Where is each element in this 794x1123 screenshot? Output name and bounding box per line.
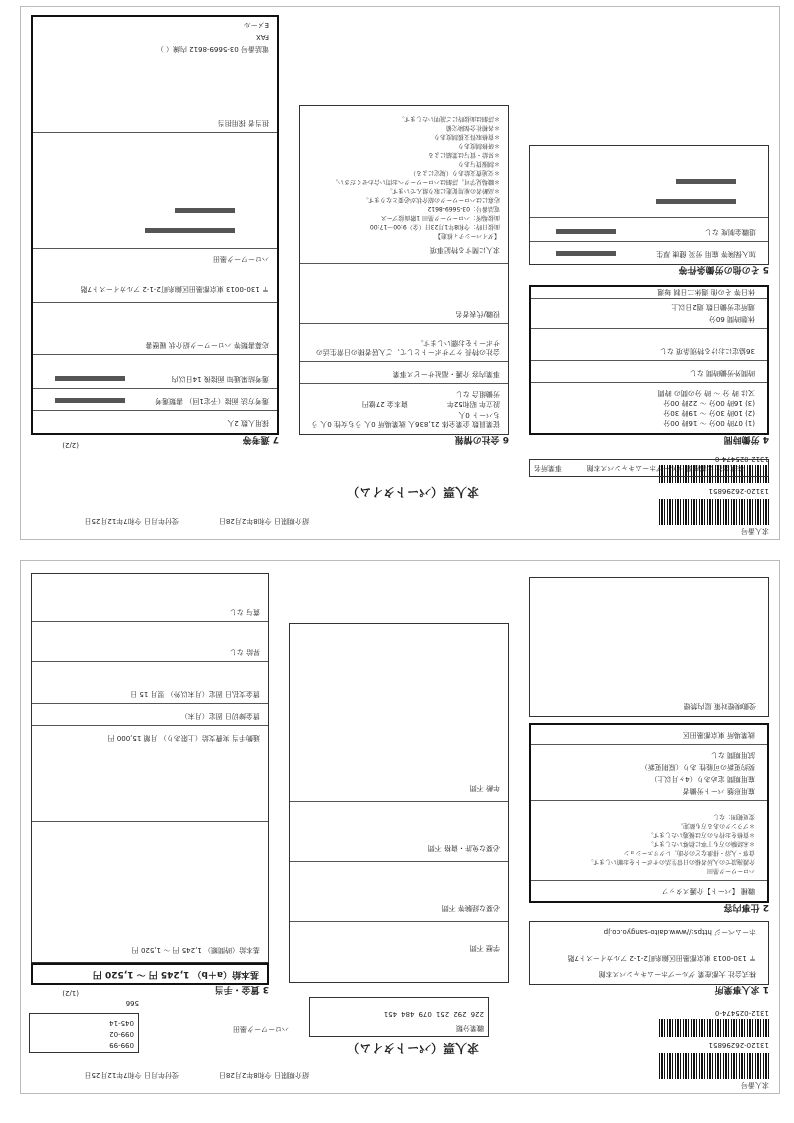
- representative-label: 役職/代表者名: [455, 310, 500, 318]
- requirements-box: [289, 623, 509, 983]
- break-time: 休憩時間 60分: [708, 315, 755, 323]
- notes-title: 求人に関する特記事項: [430, 246, 500, 254]
- occ-code-2: 099-02: [109, 1030, 134, 1038]
- smoking-policy: 受動喫煙対策 屋内禁煙: [683, 702, 756, 710]
- fax: FAX: [256, 33, 269, 41]
- selection-method: 選考方法 面接（予定1回） 書類選考: [155, 397, 269, 405]
- page-number: (1/2): [62, 989, 79, 997]
- features: 会社の特長 ケアサポートとして、ご入居者様の日常生活のサポートをお願いします。: [315, 339, 500, 356]
- divider: [531, 880, 767, 881]
- divider: [531, 800, 767, 801]
- age: 年齢 不問: [469, 784, 500, 792]
- company-info-box: [299, 105, 509, 435]
- employees: 従業員数 企業全体 21,836人 就業場所 0人 うち女性 0人 うちパート 0人: [311, 411, 500, 428]
- page-1-content: [21, 561, 779, 1093]
- office-box: [529, 921, 769, 985]
- stats-label: 職業分類: [456, 1024, 484, 1032]
- job-offer-page-2: [20, 6, 780, 540]
- renewal: 契約更新の可能性 あり（原則更新）: [640, 763, 755, 771]
- divider: [531, 744, 767, 745]
- hw-name: ハローワーク墨田: [213, 255, 269, 263]
- stats-box: [309, 997, 489, 1037]
- redaction: [55, 398, 125, 403]
- barcode-small: [659, 1019, 769, 1037]
- hw-name: ハローワーク墨田: [233, 1025, 289, 1033]
- divider: [33, 410, 277, 411]
- divider: [530, 241, 768, 242]
- barcode: [659, 1053, 769, 1079]
- redaction: [145, 228, 235, 233]
- divider: [290, 801, 508, 802]
- stat-1: 226: [470, 1010, 484, 1018]
- section-7-title: 7 選考等: [242, 434, 279, 444]
- commute-allowance: 通勤手当 実費支給（上限あり） 月額 15,000 円: [107, 734, 260, 742]
- work-hours-4: 又は 時 分 〜 時 分の間の 時間: [657, 389, 755, 397]
- contact-dept: 担当者 採用担当: [217, 119, 269, 127]
- mail-address: 〒 130-0013 東京都墨田区錦糸町2-1-2 アルカイースト7階: [80, 285, 269, 293]
- divider: [531, 298, 767, 299]
- education: 学歴 不問: [469, 944, 500, 952]
- office-name: 株式会社 大都産業 グループホームキャンパス本館: [598, 970, 756, 978]
- expire-date: 紹介期限日 令和8年2月28日: [218, 1071, 309, 1079]
- section-4-title: 4 労働時間: [723, 434, 769, 444]
- stat-2: 292: [453, 1010, 467, 1018]
- offer-code: 1312-025474-0: [714, 1009, 769, 1017]
- tel: 電話番号 03-5669-8612 内線（ ）: [156, 45, 269, 53]
- section-6-title: 6 会社の情報: [454, 434, 509, 444]
- wage-base: 基本給（時間額） 1,245 円 〜 1,520 円: [131, 946, 260, 954]
- industry-code: 566: [125, 999, 139, 1007]
- page-2-content: [21, 7, 779, 539]
- divider: [33, 132, 277, 133]
- business: 事業内容 介護・福祉サービス事業: [392, 370, 500, 378]
- office-address: 〒 130-0013 東京都墨田区錦糸町2-1-2 アルカイースト7階: [567, 954, 756, 962]
- divider: [32, 661, 268, 662]
- employment-term: 雇用期間 定めあり（4ヶ月以上）: [650, 775, 755, 783]
- weekly-days: 週所定労働日数 週2日以上: [671, 303, 755, 311]
- accept-date: 受付年月日 令和7年12月25日: [84, 517, 179, 525]
- email: Eメール: [243, 21, 269, 29]
- union: 労働組合 なし: [455, 390, 500, 398]
- workplace-box: [529, 577, 769, 717]
- experience: 必要な経験等 不問: [441, 904, 500, 912]
- insurance: 加入保険等 雇用 労災 健康 厚生: [656, 250, 756, 258]
- office-name-box: [529, 459, 769, 477]
- wage-box: [31, 573, 269, 963]
- divider: [300, 361, 508, 362]
- job-box: [529, 723, 769, 903]
- notes-text: 【ダイバーシティ推進】 面接日時：令和8年1月23日（金）9:00〜17:00 面接場所：ハローワーク墨田 1階面接ブース 電話番号：03-5669-8612 応募にはハローワークの紹介状が必要となります。 ＊高齢者の雇用促進に取り組んでいます。 ＊職場見学可。詳細はハローワークへお問い合わせください。 ＊交通費支給あり（規定による） ＊制服貸与あり ＊昇給・賞与は業績による ＊研修制度あり ＊資格取得支援制度あり ＊各種社会保険完備 ＊詳細は面接時にご説明いたします。: [331, 115, 500, 239]
- barcode: [659, 499, 769, 525]
- stat-5: 484: [401, 1010, 415, 1018]
- occ-code-1: 099-99: [109, 1041, 134, 1049]
- divider: [32, 703, 268, 704]
- work-hours-2: (2) 10時 30分 〜 19時 30分: [663, 409, 755, 417]
- section-2-title: 2 仕事内容: [723, 902, 769, 912]
- job-number: 13120-26296851: [708, 1041, 769, 1049]
- occ-code-3: 045-14: [109, 1019, 134, 1027]
- divider: [32, 821, 268, 822]
- form-title: 求人票（パートタイム）: [347, 485, 479, 499]
- license: 必要な免許・資格 不問: [427, 844, 500, 852]
- section-1-title: 1 求人事業所: [714, 984, 769, 994]
- redaction: [556, 229, 616, 234]
- trial-period: 試用期間 なし: [710, 751, 755, 759]
- occ-code-box: [29, 1013, 139, 1053]
- overtime: 時間外労働時間 なし: [689, 369, 755, 377]
- holiday: 休日等 その他 週休二日制 毎週: [657, 288, 755, 296]
- redaction: [175, 208, 235, 213]
- employment-type: 雇用形態 パート労働者: [682, 787, 755, 795]
- divider: [290, 921, 508, 922]
- job-offer-page-1: [20, 560, 780, 1094]
- stat-6: 451: [383, 1010, 398, 1018]
- documents: 応募書類等 ハローワーク紹介状 履歴書: [145, 341, 269, 349]
- divider: [300, 383, 508, 384]
- page-number: (2/2): [62, 441, 79, 449]
- divider: [530, 217, 768, 218]
- job-description: ハローワーク墨田 介護施設での入居者様の日常生活のサポートをお願いします。 食事・入浴・排泄などの介助、レクリエーション ＊未経験の方も丁寧に指導いたします。 ＊資格をお持ちの方は優遇いたします。 ＊ブランクのある方も歓迎。 変更範囲：なし: [587, 813, 755, 874]
- divider: [531, 360, 767, 361]
- raise: 昇給 なし: [229, 648, 260, 656]
- office-name: 株式会社 大都産業 グループホームキャンパス本館: [586, 464, 744, 472]
- stat-4: 079: [418, 1010, 432, 1018]
- conditions-box: [529, 145, 769, 265]
- capital: 資本金 27億円: [361, 400, 408, 408]
- job-number-block: [708, 1009, 769, 1089]
- divider: [33, 388, 277, 389]
- result-notice: 選考結果通知 面接後 14日以内: [171, 375, 269, 383]
- form-title: 求人票（パートタイム）: [347, 1041, 479, 1055]
- work-hours-3: (3) 16時 00分 〜 22時 00分: [663, 399, 755, 407]
- job-number: 13120-26296851: [708, 487, 769, 495]
- work-hours-1: (1) 07時 00分 〜 16時 00分: [663, 419, 755, 427]
- redaction: [556, 251, 616, 256]
- stats-row: [384, 1009, 484, 1018]
- founded: 設立年 昭和52年: [446, 400, 500, 408]
- redaction: [656, 199, 736, 204]
- selection-box: [31, 15, 279, 435]
- wage-total: 基本給（a＋b） 1,245 円 〜 1,520 円: [92, 969, 259, 979]
- payday: 賃金支払日 固定（月末以外） 翌月 15 日: [130, 690, 260, 698]
- job-title: 職種 【パート】介護スタッフ: [661, 887, 755, 895]
- divider: [531, 382, 767, 383]
- bonus: 賞与 なし: [229, 608, 260, 616]
- closing-day: 賃金締切日 固定（月末）: [180, 712, 260, 720]
- office-name-label: 事業所名: [534, 464, 562, 472]
- redaction: [55, 376, 125, 381]
- wage-total-box: [31, 963, 269, 985]
- divider: [290, 861, 508, 862]
- divider: [33, 302, 277, 303]
- stat-3: 251: [435, 1010, 450, 1018]
- workplace: 就業場所 東京都墨田区: [682, 731, 755, 739]
- divider: [300, 263, 508, 264]
- accept-date: 受付年月日 令和7年12月25日: [84, 1071, 179, 1079]
- divider: [531, 328, 767, 329]
- job-number-label: 求人番号: [741, 1081, 769, 1089]
- divider: [32, 725, 268, 726]
- divider: [33, 354, 277, 355]
- work-hours-box: [529, 285, 769, 435]
- offer-code: 1312-025474-0: [714, 455, 769, 463]
- redaction: [676, 179, 736, 184]
- divider: [32, 621, 268, 622]
- divider: [33, 248, 277, 249]
- section-5-title: 5 その他の労働条件等: [678, 264, 769, 274]
- section-3-title: 3 賃金・手当: [214, 984, 269, 994]
- homepage: ホームページ https://www.daito-sangyo.co.jp: [603, 928, 756, 936]
- hire-count: 採用人数 2人: [227, 419, 269, 427]
- expire-date: 紹介期限日 令和8年2月28日: [218, 517, 309, 525]
- retirement: 退職金制度 なし: [704, 228, 756, 236]
- special-clause: 36協定における特別条項 なし: [659, 347, 755, 355]
- divider: [300, 323, 508, 324]
- job-number-label: 求人番号: [741, 527, 769, 535]
- job-number-block: [708, 455, 769, 535]
